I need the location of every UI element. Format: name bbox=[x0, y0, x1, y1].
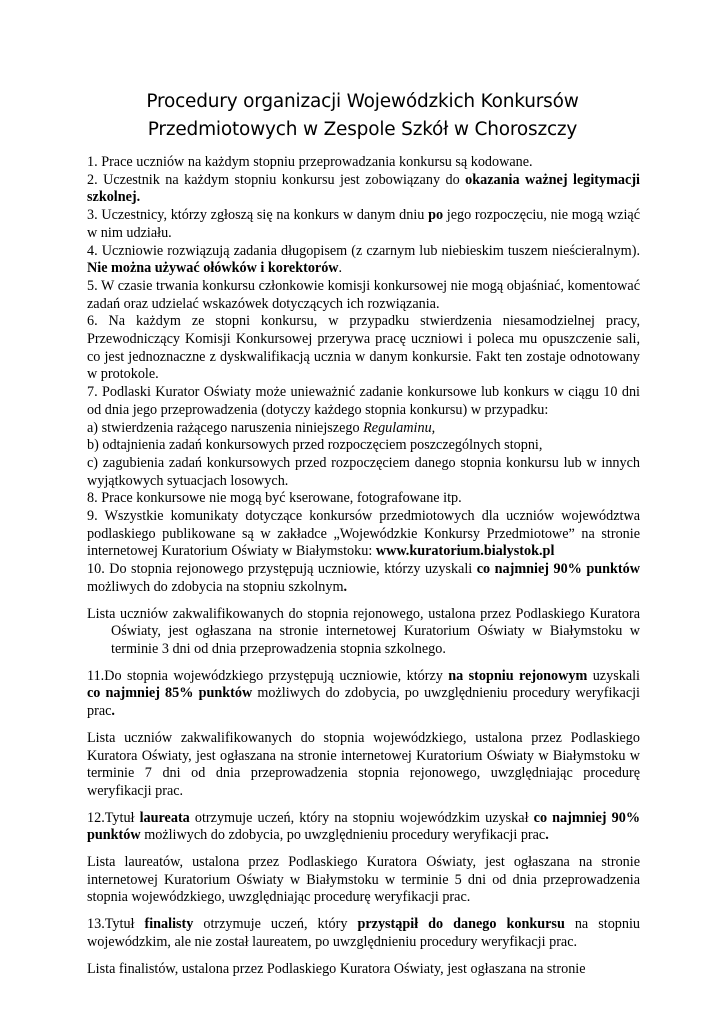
paragraph-3-text-end: jego rozpoczęciu, nie mogą wziąć w nim udziału. bbox=[87, 207, 640, 241]
paragraph-9 bbox=[87, 508, 640, 561]
paragraph-7b: b) odtajnienia zadań konkursowych przed rozpoczęciem poszczególnych stopni, bbox=[87, 437, 543, 454]
paragraph-7c: c) zagubienia zadań konkursowych przed rozpoczęciem danego stopnia konkursu lub w innych wyjątkowych sytuacjach losowych. bbox=[87, 454, 640, 489]
title-line-1: Procedury organizacji Wojewódzkich Konkursów bbox=[146, 91, 579, 112]
paragraph-10-bold: co najmniej 90% punktów bbox=[476, 561, 640, 578]
paragraph-11-list: Lista uczniów zakwalifikowanych do stopnia wojewódzkiego, ustalona przez Podlaskiego Kuratora Oświaty, jest ogłaszana na stronie internetowej Kuratorium Oświaty w Białymstoku w terminie 7 dni od dnia przeprowadzenia stopnia rejonowego, uwzględniając procedurę weryfikacji prac. bbox=[87, 729, 640, 799]
paragraph-13-bold-2: przystąpił do danego konkursu bbox=[357, 916, 565, 933]
paragraph-9-text: 9. Wszystkie komunikaty dotyczące konkursów przedmiotowych dla uczniów województwa podlaskiego publikowane są w zakładce „Wojewódzkie Konkursy Przedmiotowe” na stronie internetowej Kuratorium Oświaty w Białymstoku: bbox=[87, 508, 640, 560]
paragraph-11 bbox=[87, 668, 640, 721]
paragraph-13-bold-1: finalisty bbox=[144, 916, 194, 933]
paragraph-8: 8. Prace konkursowe nie mogą być kserowane, fotografowane itp. bbox=[87, 490, 462, 507]
paragraph-7a-italic: Regulaminu, bbox=[363, 419, 436, 436]
paragraph-4-period: . bbox=[338, 260, 343, 277]
title-line-2: Przedmiotowych w Zespole Szkół w Choroszczy bbox=[147, 119, 578, 140]
paragraph-3-text: 3. Uczestnicy, którzy zgłoszą się na konkurs w danym dniu bbox=[87, 207, 429, 224]
paragraph-12-list: Lista laureatów, ustalona przez Podlaskiego Kuratora Oświaty, jest ogłaszana na stronie internetowej Kuratorium Oświaty w Białymstoku w terminie 5 dni od dnia przeprowadzenia stopnia wojewódzkiego, uwzględniając procedurę weryfikacji prac. bbox=[87, 854, 640, 906]
paragraph-13-list: Lista finalistów, ustalona przez Podlaskiego Kuratora Oświaty, jest ogłaszana na stronie bbox=[87, 960, 586, 977]
paragraph-11-bold-2: co najmniej 85% punktów bbox=[87, 685, 253, 702]
paragraph-11-text-3: możliwych do zdobycia, po uwzględnieniu procedury weryfikacji prac bbox=[87, 685, 640, 720]
paragraph-11-bold-1: na stopniu rejonowym bbox=[448, 667, 588, 684]
paragraph-12-bold-2: co najmniej 90% punktów bbox=[87, 809, 641, 844]
paragraph-11-text: 11.Do stopnia wojewódzkiego przystępują uczniowie, którzy bbox=[87, 667, 449, 684]
paragraph-12-period: . bbox=[545, 827, 549, 844]
paragraph-10-list: Lista uczniów zakwalifikowanych do stopnia rejonowego, ustalona przez Podlaskiego Kuratora Oświaty, jest ogłaszana na stronie internetowej Kuratorium Oświaty w Białymstoku w terminie 3 dni od dnia przeprowadzenia stopnia szkolnego. bbox=[87, 605, 640, 657]
paragraph-2 bbox=[87, 172, 640, 207]
paragraph-13-text-3: na stopniu wojewódzkim, ale nie został laureatem, po uwzględnieniu procedury weryfikacji prac. bbox=[87, 916, 641, 950]
paragraph-10 bbox=[87, 561, 640, 596]
paragraph-11-period: . bbox=[111, 703, 115, 720]
paragraph-12-text-3: możliwych do zdobycia, po uwzględnieniu procedury weryfikacji prac bbox=[140, 827, 546, 844]
paragraph-12-text-2: otrzymuje uczeń, który na stopniu wojewódzkim uzyskał bbox=[189, 809, 534, 826]
paragraph-3-bold: po bbox=[428, 207, 444, 224]
paragraph-6: 6. Na każdym ze stopni konkursu, w przypadku stwierdzenia niesamodzielnej pracy, Przewodniczący Komisji Konkursowej przerywa pracę uczniowi i poleca mu opuszczenie sali, co jest jednoznaczne z dyskwalifikacją ucznia w danym konkursie. Fakt ten zostaje odnotowany w protokole. bbox=[87, 313, 640, 383]
document-body bbox=[87, 154, 640, 978]
paragraph-7: 7. Podlaski Kurator Oświaty może unieważnić zadanie konkursowe lub konkurs w ciągu 10 dni od dnia jego przeprowadzenia (dotyczy każdego stopnia konkursu) w przypadku: bbox=[87, 384, 640, 418]
paragraph-10-text: 10. Do stopnia rejonowego przystępują uczniowie, którzy uzyskali bbox=[87, 561, 477, 578]
paragraph-1: 1. Prace uczniów na każdym stopniu przeprowadzania konkursu są kodowane. bbox=[87, 154, 533, 170]
paragraph-13-text: 13.Tytuł bbox=[87, 916, 145, 933]
paragraph-10-text-end: możliwych do zdobycia na stopniu szkolnym bbox=[87, 578, 344, 595]
paragraph-12 bbox=[87, 810, 640, 845]
paragraph-12-bold-1: laureata bbox=[139, 809, 190, 826]
paragraph-13-text-2: otrzymuje uczeń, który bbox=[193, 916, 358, 933]
paragraph-13 bbox=[87, 916, 640, 951]
paragraph-4-bold: Nie można używać ołówków i korektorów bbox=[87, 260, 339, 277]
paragraph-4 bbox=[87, 243, 640, 278]
paragraph-2-bold: okazania ważnej legitymacji szkolnej. bbox=[87, 171, 640, 206]
paragraph-2-text: 2. Uczestnik na każdym stopniu konkursu jest zobowiązany do bbox=[87, 171, 466, 188]
paragraph-3 bbox=[87, 207, 640, 242]
paragraph-5: 5. W czasie trwania konkursu członkowie komisji konkursowej nie mogą objaśniać, komentować zadań oraz udzielać wskazówek dotyczących ich rozwiązania. bbox=[87, 277, 640, 312]
paragraph-4-text: 4. Uczniowie rozwiązują zadania długopisem (z czarnym lub niebieskim tuszem nieścieralnym). bbox=[87, 242, 640, 259]
paragraph-12-text: 12.Tytuł bbox=[87, 809, 140, 826]
paragraph-11-text-2: uzyskali bbox=[587, 667, 640, 684]
paragraph-7a bbox=[87, 420, 640, 438]
kuratorium-link: www.kuratorium.bialystok.pl bbox=[375, 543, 555, 560]
paragraph-10-period: . bbox=[343, 578, 348, 595]
document-title bbox=[60, 88, 665, 144]
paragraph-7a-text: a) stwierdzenia rażącego naruszenia niniejszego bbox=[87, 419, 364, 436]
